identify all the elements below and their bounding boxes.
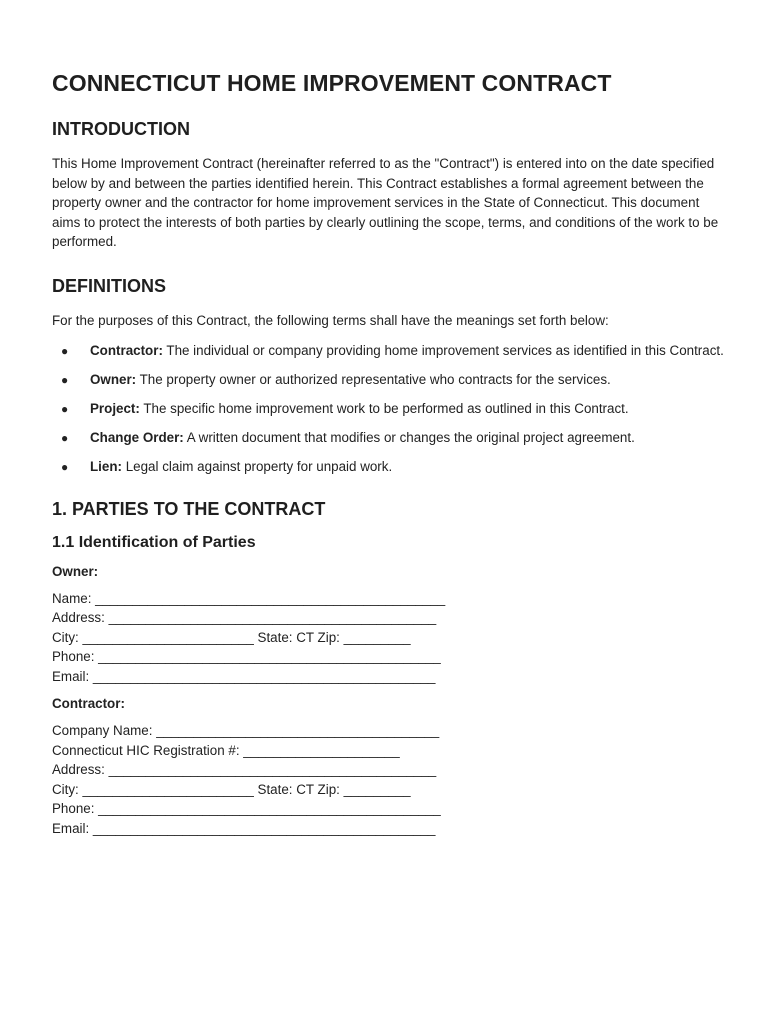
definition-text: A written document that modifies or changes the original project agreement. [183,429,635,445]
contractor-email-field[interactable]: Email: ______________________________________________ [52,820,436,836]
definition-text: The specific home improvement work to be performed as outlined in this Contract. [139,400,629,416]
owner-city-state-zip-field[interactable]: City: _______________________ State: CT Zip: _________ [52,629,411,645]
definition-text: Legal claim against property for unpaid work. [122,458,393,474]
contractor-form [52,721,730,838]
contractor-phone-field[interactable]: Phone: ______________________________________________ [52,801,441,817]
contractor-address-field[interactable]: Address: ____________________________________________ [52,762,437,778]
definition-item [52,341,730,361]
contractor-company-field[interactable]: Company Name: ______________________________________ [52,723,440,739]
owner-email-field[interactable]: Email: ______________________________________________ [52,668,436,684]
definition-term: Project: [90,400,140,416]
definition-text: The property owner or authorized representative who contracts for the services. [136,371,611,387]
introduction-heading: INTRODUCTION [52,119,190,139]
definition-term: Contractor: [90,342,163,358]
definition-item [52,370,730,390]
definition-term: Lien: [90,458,122,474]
owner-form [52,589,730,687]
bullet-icon: ● [61,372,69,387]
bullet-icon: ● [61,459,69,474]
owner-name-field[interactable]: Name: _______________________________________________ [52,590,446,606]
definition-item [52,399,730,419]
definitions-lead: For the purposes of this Contract, the following terms shall have the meanings set forth below: [52,312,609,328]
contractor-label: Contractor: [52,696,125,712]
definition-term: Owner: [90,371,137,387]
document-title: CONNECTICUT HOME IMPROVEMENT CONTRACT [52,70,612,96]
definition-item [52,428,730,448]
owner-address-field[interactable]: Address: ____________________________________________ [52,610,437,626]
definition-term: Change Order: [90,429,184,445]
bullet-icon: ● [61,343,69,358]
definitions-list [52,341,730,477]
definition-item [52,457,730,477]
definitions-heading: DEFINITIONS [52,275,167,296]
identification-subheading: 1.1 Identification of Parties [52,533,256,551]
parties-heading: 1. PARTIES TO THE CONTRACT [52,498,326,519]
contractor-hic-registration-field[interactable]: Connecticut HIC Registration #: _____________________ [52,742,400,758]
bullet-icon: ● [61,430,69,445]
contractor-city-state-zip-field[interactable]: City: _______________________ State: CT Zip: _________ [52,781,411,797]
definition-text: The individual or company providing home improvement services as identified in this Contract. [162,342,724,358]
owner-label: Owner: [52,563,99,579]
introduction-text: This Home Improvement Contract (hereinafter referred to as the "Contract") is entered into on the date specified below by and between the parties identified herein. This Contract establishes a formal agreement between the property owner and the contractor for home improvement services in the State of Connecticut. This document aims to protect the interests of both parties by clearly outlining the scope, terms, and conditions of the work to be performed. [52,156,719,250]
bullet-icon: ● [61,401,69,416]
owner-phone-field[interactable]: Phone: ______________________________________________ [52,649,441,665]
